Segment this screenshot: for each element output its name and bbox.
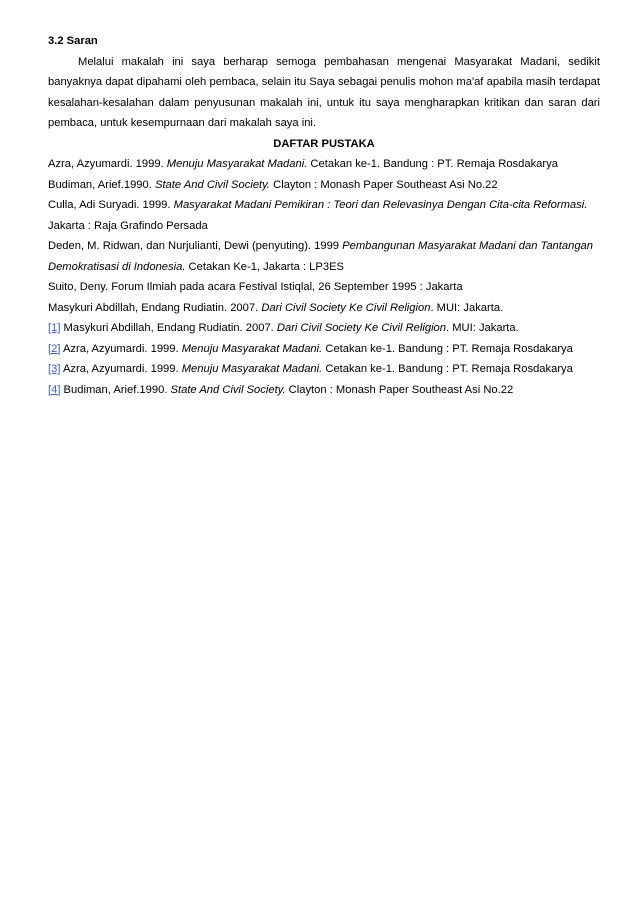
footnote-publisher: Cetakan ke-1. Bandung : PT. Remaja Rosdakarya bbox=[322, 342, 573, 355]
footnote-title: State And Civil Society. bbox=[170, 383, 286, 396]
bibliography-entry bbox=[48, 298, 600, 319]
footnote-title: Menuju Masyarakat Madani. bbox=[181, 363, 323, 375]
footnote-title: Menuju Masyarakat Madani. bbox=[181, 342, 323, 355]
footnote-link[interactable]: [2] bbox=[48, 342, 61, 355]
footnote-link[interactable]: [1] bbox=[48, 322, 61, 334]
footnote-link[interactable]: [4] bbox=[48, 383, 61, 396]
entry-publisher: Jakarta : Raja Grafindo Persada bbox=[48, 219, 208, 232]
entry-authors: Culla, Adi Suryadi. 1999. bbox=[48, 199, 174, 211]
entry-title: Dari Civil Society Ke Civil Religion bbox=[261, 301, 431, 314]
footnote-title: Dari Civil Society Ke Civil Religion bbox=[276, 322, 446, 334]
footnote bbox=[48, 318, 600, 339]
section-heading: 3.2 Saran bbox=[48, 35, 98, 47]
bibliography-list bbox=[48, 154, 600, 318]
conclusion-paragraph: Melalui makalah ini saya berharap semoga pembahasan mengenai Masyarakat Madani, sedikit banyaknya dapat dipahami oleh pembaca, selain itu Saya sebagai penulis mohon ma'af apabila masih terdapat kesalahan-kesalahan dalam penyusunan makalah ini, untuk itu saya mengharapkan kritikan dan saran dari pembaca, untuk kesempurnaan dari makalah saya ini. bbox=[48, 55, 600, 129]
bibliography-entry bbox=[48, 154, 600, 175]
footnote bbox=[48, 380, 600, 401]
entry-authors: Azra, Azyumardi. 1999. bbox=[48, 158, 167, 170]
entry-authors: Budiman, Arief.1990. bbox=[48, 178, 155, 191]
entry-publisher: Clayton : Monash Paper Southeast Asi No.22 bbox=[270, 178, 498, 191]
entry-publisher: Cetakan Ke-1, Jakarta : LP3ES bbox=[185, 260, 345, 273]
footnote-publisher: Cetakan ke-1. Bandung : PT. Remaja Rosdakarya bbox=[322, 363, 573, 375]
bibliography-entry bbox=[48, 277, 600, 298]
entry-title: Menuju Masyarakat Madani. bbox=[166, 158, 308, 170]
bibliography-entry bbox=[48, 195, 600, 236]
entry-title: State And Civil Society. bbox=[154, 178, 271, 191]
entry-authors: Suito, Deny. Forum Ilmiah pada acara Festival Istiqlal, 26 September 1995 : Jakarta bbox=[48, 281, 463, 293]
footnote bbox=[48, 339, 600, 360]
entry-authors: Masykuri Abdillah, Endang Rudiatin. 2007. bbox=[48, 301, 262, 314]
footnotes-list bbox=[48, 318, 600, 400]
footnote-authors: Azra, Azyumardi. 1999. bbox=[60, 342, 182, 355]
entry-title: Pembangunan Masyarakat Madani dan Tantangan Demokratisasi di Indonesia. bbox=[48, 240, 594, 273]
entry-publisher: . MUI: Jakarta. bbox=[430, 301, 504, 314]
footnote-authors: Masykuri Abdillah, Endang Rudiatin. 2007. bbox=[60, 322, 277, 334]
footnote-publisher: . MUI: Jakarta. bbox=[446, 322, 519, 334]
entry-authors: Deden, M. Ridwan, dan Nurjulianti, Dewi (penyuting). 1999 bbox=[48, 240, 343, 252]
footnote-authors: Azra, Azyumardi. 1999. bbox=[60, 363, 182, 375]
bibliography-title: DAFTAR PUSTAKA bbox=[273, 137, 375, 150]
entry-publisher: Cetakan ke-1. Bandung : PT. Remaja Rosdakarya bbox=[307, 158, 558, 170]
document-page bbox=[48, 31, 600, 400]
footnote-publisher: Clayton : Monash Paper Southeast Asi No.22 bbox=[285, 383, 514, 396]
footnote-authors: Budiman, Arief.1990. bbox=[60, 383, 171, 396]
footnote-link[interactable]: [3] bbox=[48, 363, 61, 375]
bibliography-entry bbox=[48, 175, 600, 196]
entry-title: Masyarakat Madani Pemikiran : Teori dan Relevasinya Dengan Cita-cita Reformasi. bbox=[173, 199, 588, 211]
footnote bbox=[48, 359, 600, 380]
bibliography-entry bbox=[48, 236, 600, 277]
